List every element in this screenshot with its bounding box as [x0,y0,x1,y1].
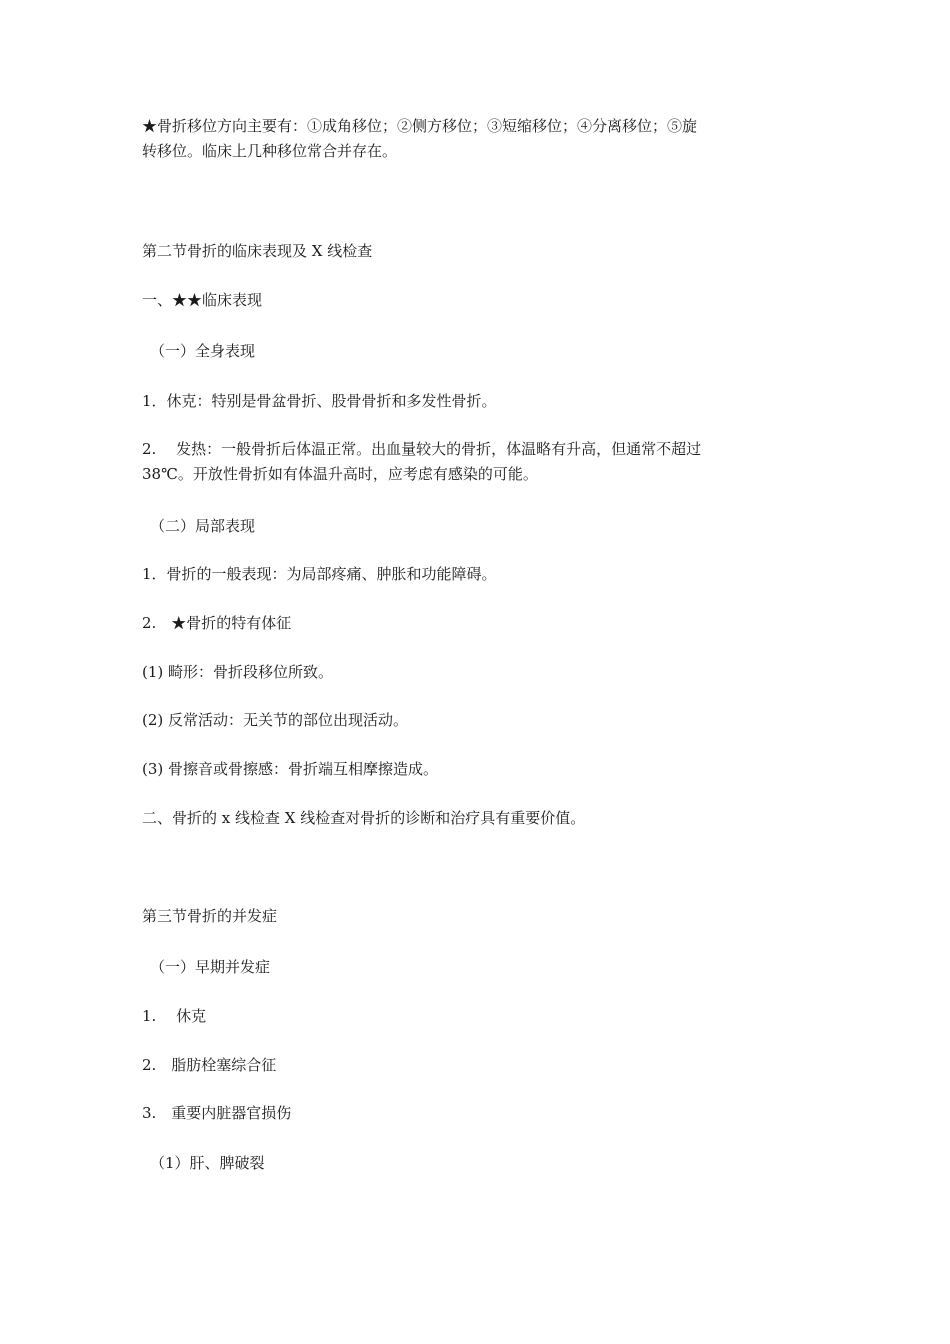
section2-sub2: （二）局部表现 [150,517,256,535]
section2-sign2: (2) 反常活动：无关节的部位出现活动。 [142,711,409,729]
section2-title: 第二节骨折的临床表现及 X 线检查 [142,242,373,260]
section2-item2-line1: 2. 发热：一般骨折后体温正常。出血量较大的骨折，体温略有升高，但通常不超过 [142,440,702,458]
section2-part2: 二、骨折的 x 线检查 X 线检查对骨折的诊断和治疗具有重要价值。 [142,809,586,827]
section2-sub1: （一）全身表现 [150,342,256,360]
section2-sign1: (1) 畸形：骨折段移位所致。 [142,663,334,681]
section3-sub1: （一）早期并发症 [150,958,271,976]
section3-item3-1: （1）肝、脾破裂 [150,1154,265,1172]
section3-item2: 2. 脂肪栓塞综合征 [142,1056,277,1074]
section3-item1: 1. 休克 [142,1007,207,1025]
section2-item3: 1．骨折的一般表现：为局部疼痛、肿胀和功能障碍。 [142,565,497,583]
section2-item2-line2: 38℃。开放性骨折如有体温升高时，应考虑有感染的可能。 [142,465,538,483]
intro-line-1: ★骨折移位方向主要有：①成角移位；②侧方移位；③短缩移位；④分离移位；⑤旋 [142,117,698,135]
section2-item4: 2. ★骨折的特有体征 [142,614,292,632]
section2-sign3: (3) 骨擦音或骨擦感：骨折端互相摩擦造成。 [142,760,439,778]
intro-line-2: 转移位。临床上几种移位常合并存在。 [142,142,398,160]
section3-item3: 3. 重要内脏器官损伤 [142,1104,292,1122]
section2-part1-title: 一、★★临床表现 [142,291,263,309]
section2-item1: 1．休克：特别是骨盆骨折、股骨骨折和多发性骨折。 [142,392,497,410]
section3-title: 第三节骨折的并发症 [142,907,278,925]
